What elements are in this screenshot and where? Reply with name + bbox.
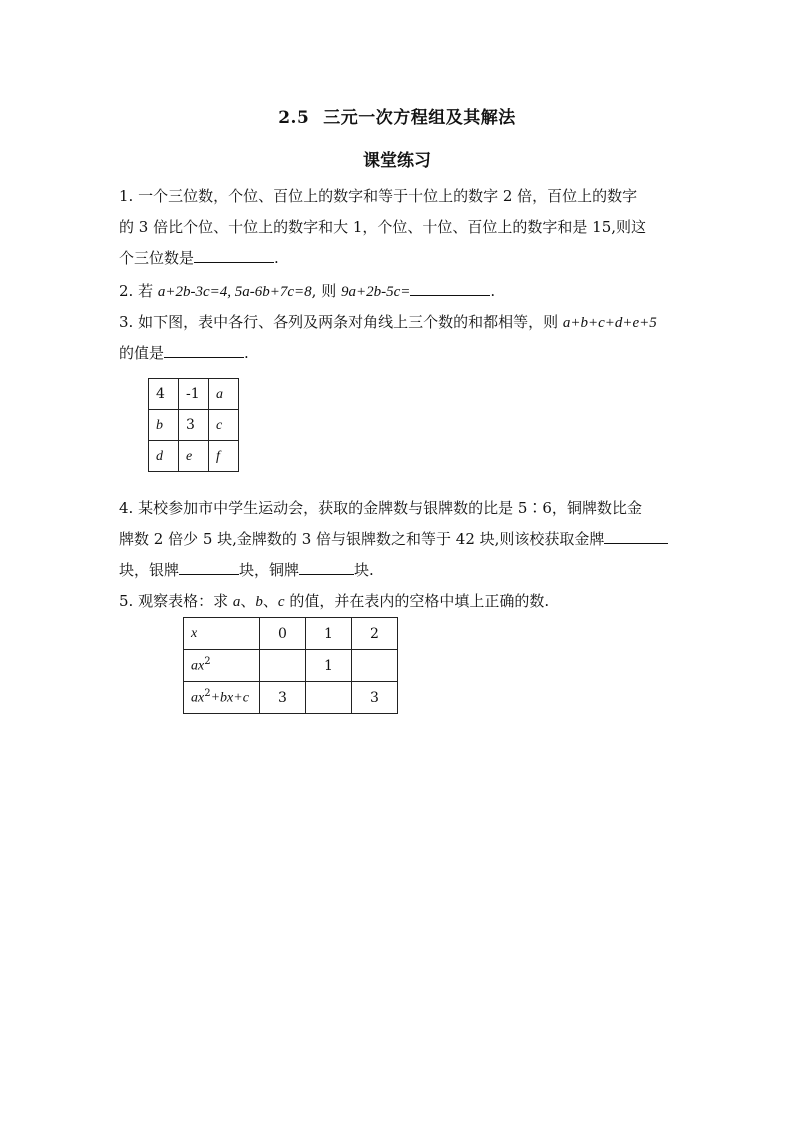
q4-line-3 bbox=[119, 559, 374, 580]
table-cell: 4 bbox=[149, 379, 179, 410]
q4-silver-blank[interactable] bbox=[179, 559, 239, 575]
table-header-row bbox=[184, 618, 398, 650]
q3-expression: a+b+c+d+e+5 bbox=[562, 315, 657, 331]
q4-silver-unit: 块，铜牌 bbox=[239, 561, 300, 579]
table-cell: -1 bbox=[179, 379, 209, 410]
variable-cell: b bbox=[156, 417, 163, 433]
q5-suffix: 的值，并在表内的空格中填上正确的数. bbox=[289, 592, 550, 610]
q2-equations: a+2b-3c=4, 5a-6b+7c=8 bbox=[157, 284, 312, 300]
q1-line-3-prefix: 个三位数是 bbox=[119, 249, 195, 267]
table-cell-input[interactable] bbox=[306, 682, 352, 714]
table-row bbox=[149, 441, 239, 472]
q5-var-c: c bbox=[277, 594, 285, 610]
table-cell bbox=[179, 441, 209, 472]
q1-answer-blank[interactable] bbox=[194, 247, 274, 263]
exponent: 2 bbox=[204, 656, 211, 668]
q5-sep-1: 、 bbox=[240, 592, 256, 610]
table-cell: 0 bbox=[260, 618, 306, 650]
q2-answer-blank[interactable] bbox=[410, 280, 490, 296]
row-label-tail: +bx+c bbox=[210, 690, 249, 706]
table-row bbox=[184, 650, 398, 682]
q3-line-1 bbox=[119, 311, 657, 332]
table-cell bbox=[209, 379, 239, 410]
variable-cell: c bbox=[216, 417, 223, 433]
table-row bbox=[184, 682, 398, 714]
row-label: ax bbox=[191, 658, 205, 674]
row-label: ax bbox=[191, 690, 205, 706]
q3-line-2 bbox=[119, 342, 249, 363]
variable-cell: f bbox=[216, 448, 220, 464]
q2-line bbox=[119, 280, 495, 301]
q4-line-2-text: 牌数 2 倍少 5 块,金牌数的 3 倍与银牌数之和等于 42 块,则该校获取金牌 bbox=[119, 530, 605, 548]
q5-sep-2: 、 bbox=[262, 592, 278, 610]
q2-middle: , 则 bbox=[311, 282, 337, 300]
magic-square-table bbox=[148, 378, 239, 472]
header-x: x bbox=[191, 626, 198, 641]
q5-var-b: b bbox=[255, 594, 263, 610]
page-title bbox=[0, 103, 794, 128]
q4-bronze-unit: 块. bbox=[354, 561, 374, 579]
table-cell bbox=[184, 618, 260, 650]
observation-table bbox=[183, 617, 398, 714]
q4-gold-blank[interactable] bbox=[604, 528, 668, 544]
q1-line-3 bbox=[119, 247, 279, 268]
table-cell bbox=[209, 410, 239, 441]
section-title: 三元一次方程组及其解法 bbox=[323, 108, 516, 128]
q3-line-2-prefix: 的值是 bbox=[119, 344, 165, 362]
table-cell: 3 bbox=[260, 682, 306, 714]
q1-line-1: 1. 一个三位数，个位、百位上的数字和等于十位上的数字 2 倍，百位上的数字 bbox=[119, 187, 638, 205]
variable-cell: a bbox=[216, 386, 223, 402]
section-subtitle: 课堂练习 bbox=[363, 151, 431, 171]
q2-target-expression: 9a+2b-5c= bbox=[341, 284, 411, 300]
q4-line-1: 4. 某校参加市中学生运动会，获取的金牌数与银牌数的比是 5∶6，铜牌数比金 bbox=[119, 499, 642, 517]
q3-period: . bbox=[244, 344, 249, 362]
table-cell: 1 bbox=[306, 650, 352, 682]
table-cell: 3 bbox=[179, 410, 209, 441]
table-row bbox=[149, 379, 239, 410]
q1-line-2: 的 3 倍比个位、十位上的数字和大 1，个位、十位、百位上的数字和是 15,则这 bbox=[119, 218, 647, 236]
variable-cell: e bbox=[186, 448, 193, 464]
table-row bbox=[149, 410, 239, 441]
table-cell bbox=[184, 650, 260, 682]
q1-period: . bbox=[274, 249, 279, 267]
q4-gold-unit: 块，银牌 bbox=[119, 561, 180, 579]
table-cell bbox=[149, 441, 179, 472]
q3-answer-blank[interactable] bbox=[164, 342, 244, 358]
table-cell bbox=[209, 441, 239, 472]
q4-line-2 bbox=[119, 528, 668, 549]
q4-bronze-blank[interactable] bbox=[299, 559, 354, 575]
table-cell bbox=[184, 682, 260, 714]
section-number: 2.5 bbox=[278, 108, 310, 128]
q2-period: . bbox=[490, 282, 496, 300]
q5-var-a: a bbox=[232, 594, 241, 610]
table-cell bbox=[149, 410, 179, 441]
exponent: 2 bbox=[204, 688, 211, 700]
q2-prefix: 2. 若 bbox=[119, 282, 154, 300]
table-cell: 3 bbox=[352, 682, 398, 714]
q5-prefix: 5. 观察表格：求 bbox=[119, 592, 229, 610]
table-cell: 2 bbox=[352, 618, 398, 650]
table-cell-input[interactable] bbox=[260, 650, 306, 682]
variable-cell: d bbox=[156, 448, 163, 464]
q5-line bbox=[119, 590, 549, 611]
q3-prefix: 3. 如下图，表中各行、各列及两条对角线上三个数的和都相等，则 bbox=[119, 313, 559, 331]
table-cell-input[interactable] bbox=[352, 650, 398, 682]
table-cell: 1 bbox=[306, 618, 352, 650]
